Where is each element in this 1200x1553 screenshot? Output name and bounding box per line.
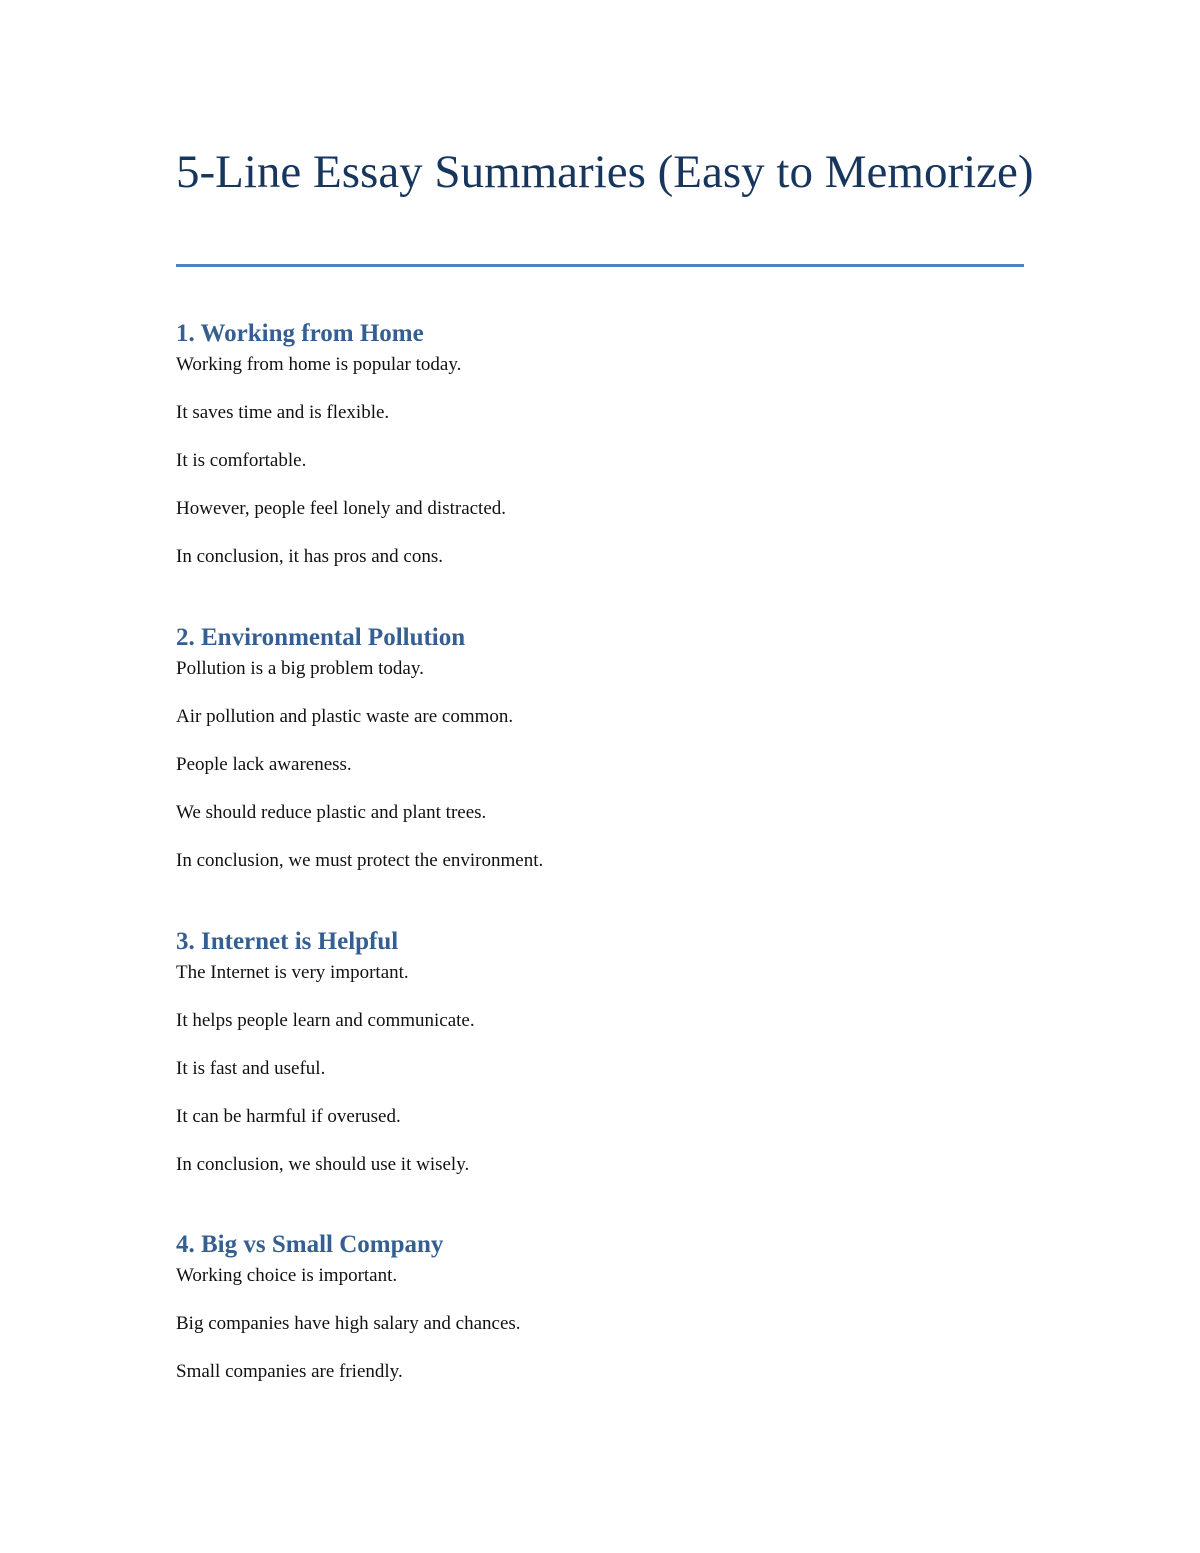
section-heading: 4. Big vs Small Company [176,1231,444,1258]
essay-line: We should reduce plastic and plant trees. [176,802,487,823]
essay-section-working-from-home [176,318,1036,590]
essay-section-internet-is-helpful [176,926,1036,1198]
essay-line: Big companies have high salary and chances. [176,1313,521,1334]
essay-section-big-vs-small-company [176,1229,1036,1405]
essay-line: Working choice is important. [176,1265,398,1286]
essay-line: In conclusion, it has pros and cons. [176,546,444,567]
section-heading: 3. Internet is Helpful [176,928,399,955]
essay-line: Working from home is popular today. [176,354,462,375]
essay-line: Air pollution and plastic waste are common. [176,706,514,727]
essay-line: It is comfortable. [176,450,307,471]
essay-line: In conclusion, we should use it wisely. [176,1154,470,1175]
essay-line: However, people feel lonely and distracted. [176,498,507,519]
essay-line: Pollution is a big problem today. [176,658,424,679]
essay-line: Small companies are friendly. [176,1361,403,1382]
section-heading: 2. Environmental Pollution [176,624,466,651]
section-heading: 1. Working from Home [176,320,424,347]
essay-line: In conclusion, we must protect the environment. [176,850,544,871]
title-underline [176,264,1024,267]
page-title: 5-Line Essay Summaries (Easy to Memorize) [176,146,1034,198]
essay-line: It helps people learn and communicate. [176,1010,475,1031]
essay-line: The Internet is very important. [176,962,409,983]
essay-line: It is fast and useful. [176,1058,326,1079]
essay-line: It can be harmful if overused. [176,1106,401,1127]
essay-section-environmental-pollution [176,622,1036,894]
essay-line: It saves time and is flexible. [176,402,390,423]
essay-line: People lack awareness. [176,754,352,775]
